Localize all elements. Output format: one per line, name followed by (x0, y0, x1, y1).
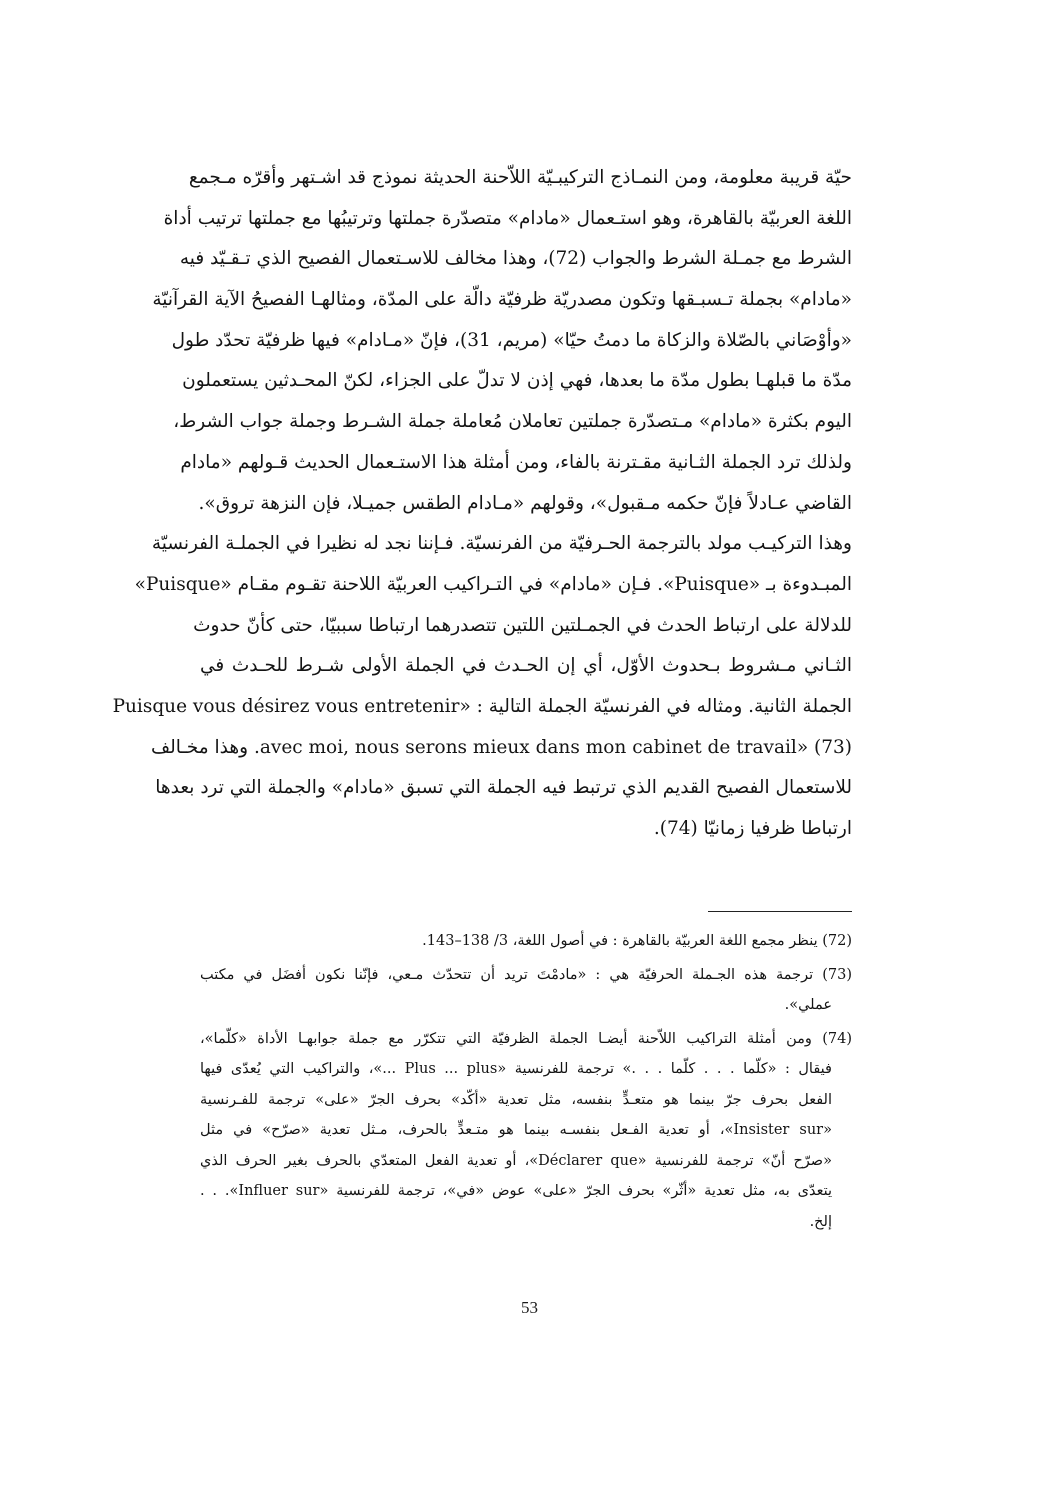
body-line: ولذلك ترد الجملة الثـانية مقـترنة بالفاء، ومن أمثلة هذا الاستـعمال الحديث قـولهم «مادام (180, 451, 852, 473)
body-line: اللغة العربيّة بالقاهرة، وهو استـعمال «مادام» متصدّرة جملتها وترتيبُها مع جملتها ترتيب أداة (163, 207, 852, 229)
footnote-72 (200, 926, 852, 957)
footnote-line: «صرّح أنّ» ترجمة للفرنسية «Déclarer que»، أو تعدية الفعل المتعدّي بالحرف بغير الحرف الذي (200, 1152, 832, 1169)
body-line: للدلالة على ارتباط الحدث في الجمـلتين اللتين تتصدرهما ارتباطا سببيّا، حتى كأنّ حدوث (193, 614, 852, 636)
body-line: حيّة قريبة معلومة، ومن النمـاذج التركيبـيّة اللاّحنة الحديثة نموذج قد اشـتهر وأقرّه مـجمع (188, 167, 852, 188)
footnote-line: (73) ترجمة هذه الجـملة الحرفيّة هي : «مادمْتَ تريد أن تتحدّث مـعي، فإنّنا نكون أفضَل في مكتب (200, 966, 852, 983)
body-line: للاستعمال الفصيح القديم الذي ترتبط فيه الجملة التي تسبق «مادام» والجملة التي ترد بعدها (155, 777, 852, 799)
body-line: الجملة الثانية. ومثاله في الفرنسيّة الجملة التالية : «Puisque vous désirez vous entretenir (112, 695, 852, 717)
footnote-line: (72) ينظر مجمع اللغة العربيّة بالقاهرة : في أصول اللغة، 3/ 138–143. (422, 933, 852, 949)
body-line: الثـاني مـشروط بـحدوث الأوّل، أي إن الحـدث في الجملة الأولى شـرط للحـدث في (200, 655, 852, 677)
footnote-line: إلخ. (809, 1213, 832, 1230)
body-line: ارتباطا ظرفيا زمانيّا (74). (653, 818, 852, 839)
body-line: اليوم بكثرة «مادام» مـتصدّرة جملتين تعاملان مُعاملة جملة الشـرط وجملة جواب الشرط، (173, 411, 852, 433)
body-line: «وأوْصَاني بالصّلاة والزكاة ما دمتُ حيّا» (مريم، 31)، فإنّ «مـادام» فيها ظرفيّة تحدّد طول (171, 329, 852, 351)
body-line: وهذا التركيـب مولد بالترجمة الحـرفيّة من الفرنسيّة. فـإننا نجد له نظيرا في الجملـة الفرنسيّة (151, 533, 852, 555)
footnote-line: فيقال : «كلّما . . . كلّما . . .» ترجمة للفرنسية «Plus ... plus ...»، والتراكيب التي يُعدّى فيها (200, 1061, 832, 1077)
footnotes (200, 926, 852, 1237)
footnote-73 (200, 960, 852, 1021)
footnote-line: يتعدّى به، مثل تعدية «أثّر» بحرف الجرّ «على» عوض «في»، ترجمة للفرنسية «Influer sur». . . (200, 1183, 832, 1199)
page-number: 53 (521, 1298, 538, 1317)
body-line: المبـدوءة بـ «Puisque». فـإن «مادام» في التـراكيب العربيّة اللاحنة تقـوم مقـام «Puisque» (134, 573, 852, 595)
body-line: مدّة ما قبلهـا بطول مدّة ما بعدها، فهي إذن لا تدلّ على الجزاء، لكنّ المحـدثين يستعملون (182, 370, 852, 392)
body-line: القاضي عـادلاً فإنّ حكمه مـقبول»، وقولهم «مـادام الطقس جميـلا، فإن النزهة تروق». (198, 492, 852, 514)
footnote-line: الفعل بحرف جرّ بينما هو متعـدٍّ بنفسه، مثل تعدية «أكّد» بحرف الجرّ «على» ترجمة للفـرنسية (200, 1091, 832, 1108)
body-text (112, 158, 852, 850)
footnote-line: «Insister sur»، أو تعدية الفـعل بنفسـه بينما هو متـعدٍّ بالحرف، مـثل تعدية «صرّح» في مثل (200, 1122, 832, 1138)
body-line: «مادام» بجملة تـسبـقها وتكون مصدريّة ظرفيّة دالّة على المدّة، ومثالهـا الفصيحُ الآية القرآنيّة (152, 289, 852, 311)
body-line: avec moi, nous serons mieux dans mon cabinet de travail» (73). وهذا مخـالف (150, 736, 852, 758)
footnote-line: عملي». (784, 997, 832, 1013)
body-line: الشرط مع جمـلة الشرط والجواب (72)، وهذا مخالف للاسـتعمال الفصيح الذي تـقـيّد فيه (179, 248, 852, 270)
footnote-line: (74) ومن أمثلة التراكيب اللاّحنة أيضـا الجملة الظرفيّة التي تتكرّر مع جملة جوابهـا الأداة «كلّما»، (200, 1030, 852, 1047)
footnote-separator (708, 911, 852, 912)
footnote-74 (200, 1024, 852, 1238)
